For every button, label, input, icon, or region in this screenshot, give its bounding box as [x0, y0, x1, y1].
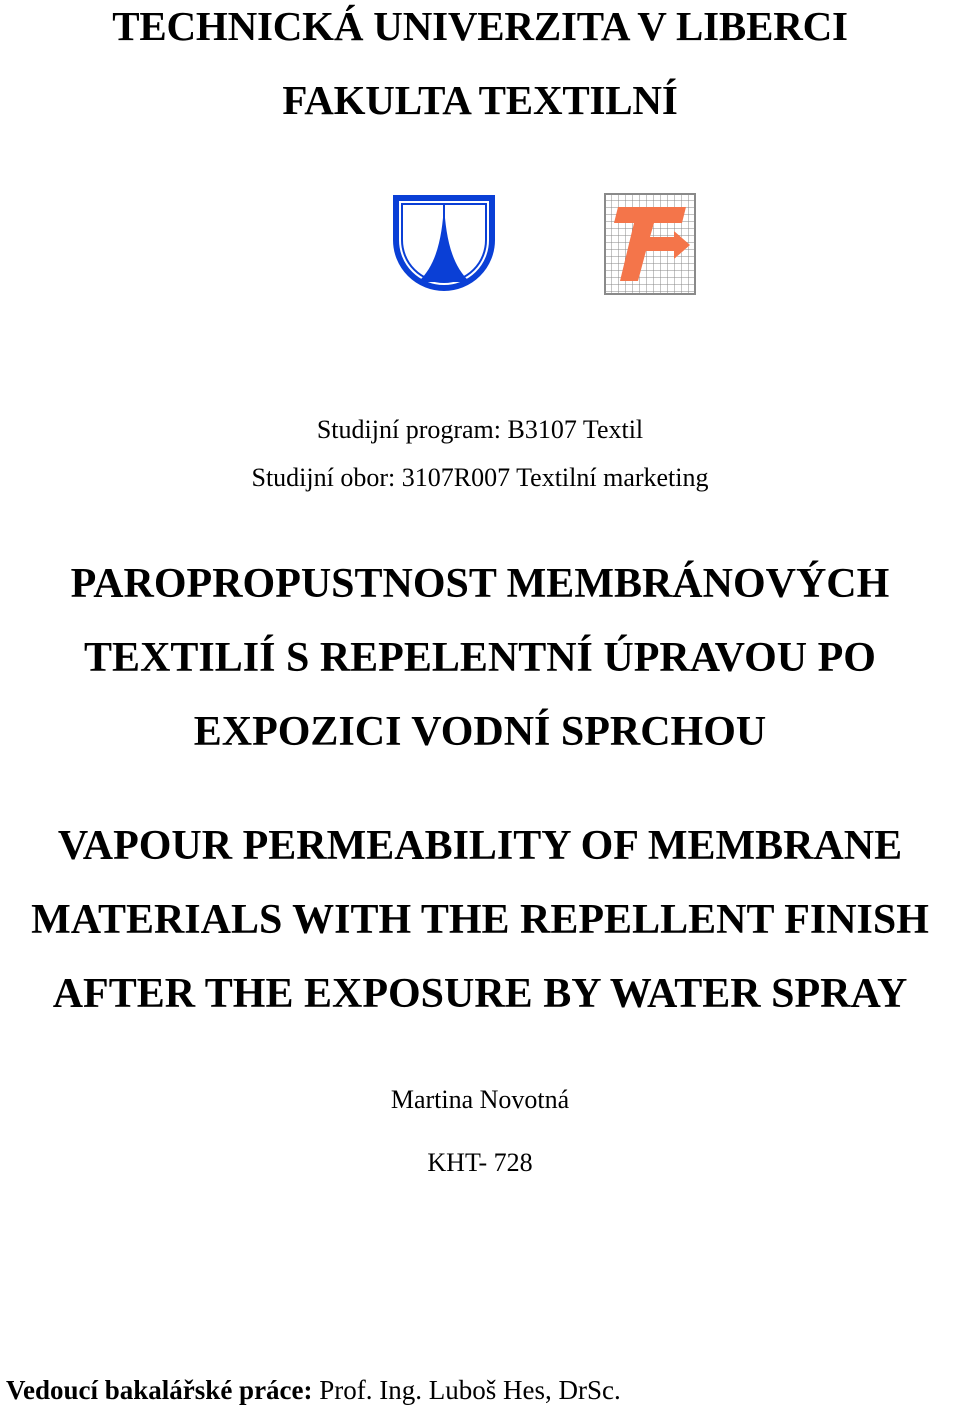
title-cz-line-3: EXPOZICI VODNÍ SPRCHOU	[193, 709, 767, 755]
title-en-line-3: AFTER THE EXPOSURE BY WATER SPRAY	[52, 971, 908, 1017]
author-code: KHT- 728	[427, 1148, 533, 1177]
study-field: Studijní obor: 3107R007 Textilní marketing	[251, 463, 709, 492]
supervisor-label: Vedoucí bakalářské práce:	[6, 1375, 313, 1405]
ft-logo-icon	[604, 193, 696, 295]
supervisor-line	[6, 1375, 621, 1406]
title-en-line-1: VAPOUR PERMEABILITY OF MEMBRANE	[57, 823, 903, 869]
title-en-line-2: MATERIALS WITH THE REPELLENT FINISH	[31, 897, 929, 943]
tul-logo-svg	[392, 194, 496, 298]
faculty-name: FAKULTA TEXTILNÍ	[282, 77, 678, 123]
tul-logo-icon	[392, 194, 496, 298]
supervisor-name: Prof. Ing. Luboš Hes, DrSc.	[319, 1375, 621, 1405]
title-cz-line-1: PAROPROPUSTNOST MEMBRÁNOVÝCH	[70, 561, 890, 607]
title-cz-line-2: TEXTILIÍ S REPELENTNÍ ÚPRAVOU PO	[84, 635, 876, 681]
university-name: TECHNICKÁ UNIVERZITA V LIBERCI	[112, 3, 848, 49]
ft-logo-svg	[604, 193, 696, 295]
study-program: Studijní program: B3107 Textil	[316, 415, 644, 444]
author-name: Martina Novotná	[390, 1085, 570, 1114]
